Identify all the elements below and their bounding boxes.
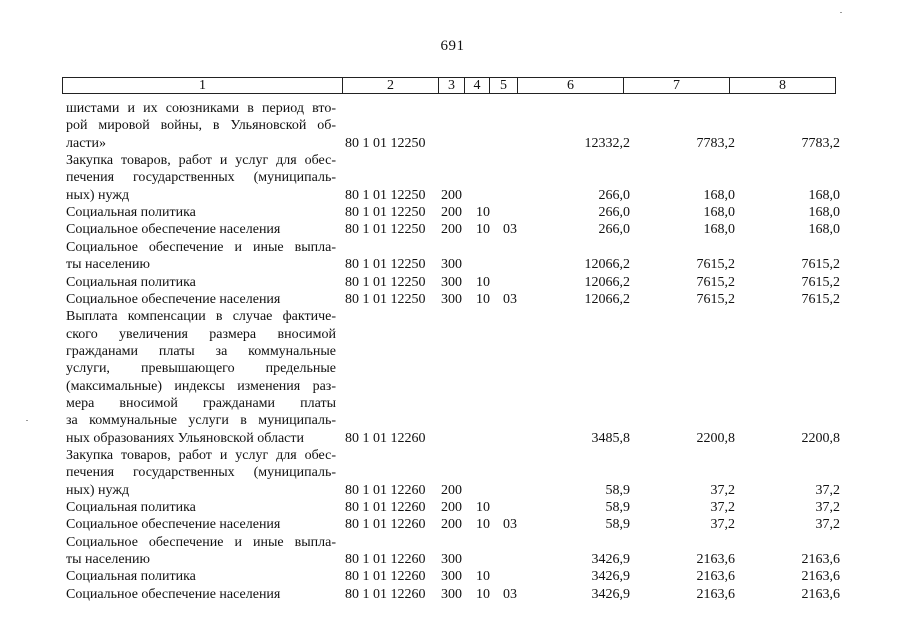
row-label: Социальное обеспечение и иные выпла-	[66, 534, 336, 550]
cell-v6: 3426,9	[591, 586, 630, 602]
cell-v6: 3485,8	[591, 430, 630, 446]
cell-code: 80 1 01 12250	[345, 257, 426, 273]
header-col-6: 6	[518, 78, 624, 93]
row-label: Закупка товаров, работ и услуг для обес-	[66, 153, 336, 169]
cell-v6: 266,0	[598, 187, 630, 203]
row-label: ты населению	[66, 552, 150, 568]
table-row	[0, 291, 905, 308]
table-row	[0, 430, 905, 447]
row-label: ных образованиях Ульяновской области	[66, 430, 305, 446]
cell-v8: 7615,2	[801, 291, 840, 307]
table-row	[0, 551, 905, 568]
cell-rz: 10	[476, 291, 490, 307]
table-row	[0, 204, 905, 221]
cell-v7: 7615,2	[696, 274, 735, 290]
table-row	[0, 256, 905, 273]
cell-v8: 168,0	[808, 222, 840, 238]
cell-v7: 37,2	[710, 500, 735, 516]
cell-vr: 300	[441, 257, 462, 273]
cell-v6: 58,9	[605, 482, 630, 498]
table-row	[0, 568, 905, 585]
table-row	[0, 169, 905, 186]
table-row	[0, 326, 905, 343]
row-label: Социальное обеспечение населения	[66, 586, 281, 602]
row-label: шистами и их союзниками в период вто-	[66, 101, 336, 116]
row-label: ных) нужд	[66, 482, 130, 498]
table-row	[0, 395, 905, 412]
header-col-1: 1	[63, 78, 343, 93]
cell-v6: 266,0	[598, 205, 630, 221]
cell-v6: 58,9	[605, 517, 630, 533]
row-label: Социальное обеспечение населения	[66, 517, 281, 533]
cell-vr: 300	[441, 586, 462, 602]
cell-pr: 03	[503, 291, 517, 307]
header-col-8: 8	[730, 78, 836, 93]
cell-vr: 200	[441, 517, 462, 533]
row-label: Социальное обеспечение населения	[66, 291, 281, 307]
cell-rz: 10	[476, 274, 490, 290]
row-label: (максимальные) индексы изменения раз-	[66, 378, 336, 394]
row-label: печения государственных (муниципаль-	[66, 465, 336, 481]
table-row	[0, 360, 905, 377]
table-row	[0, 482, 905, 499]
scan-speck	[840, 12, 842, 13]
cell-v8: 37,2	[815, 517, 840, 533]
cell-vr: 200	[441, 482, 462, 498]
cell-pr: 03	[503, 517, 517, 533]
row-label: печения государственных (муниципаль-	[66, 170, 336, 186]
cell-v7: 2200,8	[696, 430, 735, 446]
table-row	[0, 412, 905, 429]
cell-code: 80 1 01 12260	[345, 500, 426, 516]
table-row	[0, 187, 905, 204]
cell-v7: 2163,6	[696, 586, 735, 602]
cell-vr: 200	[441, 222, 462, 238]
cell-vr: 300	[441, 552, 462, 568]
row-label: Социальная политика	[66, 569, 196, 585]
header-col-5: 5	[490, 78, 518, 93]
cell-v6: 266,0	[598, 222, 630, 238]
table-row	[0, 274, 905, 291]
cell-v6: 12066,2	[584, 257, 630, 273]
cell-code: 80 1 01 12260	[345, 430, 426, 446]
row-label: ты населению	[66, 257, 150, 273]
cell-v6: 12066,2	[584, 274, 630, 290]
row-label: Закупка товаров, работ и услуг для обес-	[66, 448, 336, 463]
cell-rz: 10	[476, 205, 490, 221]
cell-code: 80 1 01 12260	[345, 569, 426, 585]
cell-v8: 7615,2	[801, 274, 840, 290]
cell-v7: 168,0	[703, 222, 735, 238]
header-col-2: 2	[343, 78, 439, 93]
row-label: гражданами платы за коммунальные	[66, 343, 336, 359]
scan-speck	[26, 420, 28, 421]
row-label: за коммунальные услуги в муниципаль-	[66, 413, 336, 429]
cell-v7: 7783,2	[696, 135, 735, 151]
cell-v6: 3426,9	[591, 569, 630, 585]
cell-code: 80 1 01 12250	[345, 274, 426, 290]
cell-v7: 7615,2	[696, 291, 735, 307]
table-row	[0, 499, 905, 516]
row-label: ского увеличения размера вносимой	[66, 326, 336, 342]
table-row	[0, 152, 905, 169]
table-row	[0, 586, 905, 603]
table-row	[0, 100, 905, 117]
cell-v8: 37,2	[815, 500, 840, 516]
table-row	[0, 343, 905, 360]
cell-code: 80 1 01 12260	[345, 552, 426, 568]
cell-v6: 12332,2	[584, 135, 630, 151]
row-label: Социальная политика	[66, 274, 196, 290]
cell-rz: 10	[476, 569, 490, 585]
cell-code: 80 1 01 12260	[345, 517, 426, 533]
cell-code: 80 1 01 12250	[345, 222, 426, 238]
cell-v8: 2163,6	[801, 586, 840, 602]
page-number: 691	[440, 38, 465, 54]
cell-v8: 2200,8	[801, 430, 840, 446]
cell-v8: 7783,2	[801, 135, 840, 151]
row-label: Социальное обеспечение населения	[66, 222, 281, 238]
cell-v8: 37,2	[815, 482, 840, 498]
cell-v8: 168,0	[808, 187, 840, 203]
cell-v7: 7615,2	[696, 257, 735, 273]
table-row	[0, 239, 905, 256]
table-row	[0, 534, 905, 551]
row-label: ных) нужд	[66, 187, 130, 203]
cell-vr: 200	[441, 187, 462, 203]
table-header	[62, 77, 836, 94]
row-label: Социальная политика	[66, 205, 196, 221]
cell-v7: 168,0	[703, 205, 735, 221]
table-row	[0, 135, 905, 152]
table-row	[0, 378, 905, 395]
cell-vr: 300	[441, 291, 462, 307]
header-col-3: 3	[439, 78, 465, 93]
cell-v8: 2163,6	[801, 552, 840, 568]
table-row	[0, 221, 905, 238]
row-label: ласти»	[66, 135, 107, 151]
cell-pr: 03	[503, 586, 517, 602]
cell-code: 80 1 01 12250	[345, 135, 426, 151]
row-label: Выплата компенсации в случае фактиче-	[66, 309, 336, 325]
cell-code: 80 1 01 12250	[345, 291, 426, 307]
cell-vr: 300	[441, 569, 462, 585]
cell-rz: 10	[476, 586, 490, 602]
cell-pr: 03	[503, 222, 517, 238]
row-label: мера вносимой гражданами платы	[66, 395, 336, 411]
row-label: Социальная политика	[66, 500, 196, 516]
cell-v7: 37,2	[710, 482, 735, 498]
table-row	[0, 117, 905, 134]
cell-v8: 7615,2	[801, 257, 840, 273]
cell-code: 80 1 01 12260	[345, 586, 426, 602]
cell-code: 80 1 01 12260	[345, 482, 426, 498]
cell-rz: 10	[476, 517, 490, 533]
cell-v6: 12066,2	[584, 291, 630, 307]
cell-v7: 168,0	[703, 187, 735, 203]
cell-rz: 10	[476, 500, 490, 516]
cell-v6: 3426,9	[591, 552, 630, 568]
cell-code: 80 1 01 12250	[345, 205, 426, 221]
cell-vr: 200	[441, 500, 462, 516]
table-row	[0, 447, 905, 464]
cell-vr: 200	[441, 205, 462, 221]
table-row	[0, 516, 905, 533]
row-label: услуги, превышающего предельные	[66, 361, 336, 377]
row-label: Социальное обеспечение и иные выпла-	[66, 239, 336, 255]
table-row	[0, 308, 905, 325]
table-row	[0, 464, 905, 481]
cell-v7: 2163,6	[696, 552, 735, 568]
cell-v8: 168,0	[808, 205, 840, 221]
cell-v6: 58,9	[605, 500, 630, 516]
header-col-7: 7	[624, 78, 730, 93]
header-col-4: 4	[465, 78, 490, 93]
cell-v7: 2163,6	[696, 569, 735, 585]
row-label: рой мировой войны, в Ульяновской об-	[66, 118, 336, 134]
cell-vr: 300	[441, 274, 462, 290]
cell-rz: 10	[476, 222, 490, 238]
cell-code: 80 1 01 12250	[345, 187, 426, 203]
cell-v8: 2163,6	[801, 569, 840, 585]
cell-v7: 37,2	[710, 517, 735, 533]
